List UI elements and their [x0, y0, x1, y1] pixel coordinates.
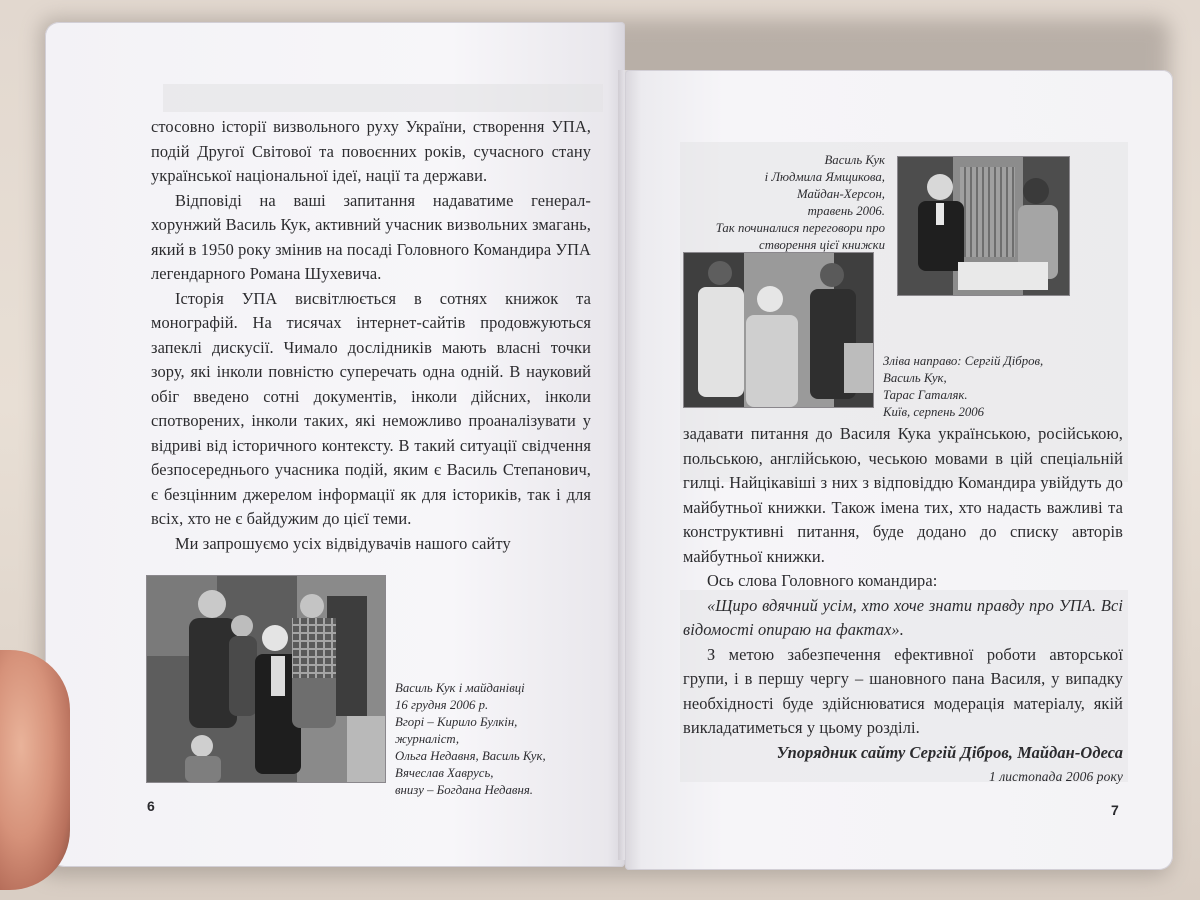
top-photo-caption — [685, 152, 885, 254]
group-photo-caption — [395, 680, 546, 799]
left-paragraph-4: Ми запрошуємо усіх відвідувачів нашого сайту — [175, 533, 511, 553]
top-photo-image — [898, 157, 1069, 295]
left-page-body — [151, 115, 591, 556]
caption-line: Вячеслав Хаврусь, — [395, 766, 494, 780]
caption-line: створення цієї книжки — [759, 238, 885, 252]
left-paragraph-1: стосовно історії визвольного руху України, створення УПА, подій Другої Світової та повоєнних років, сучасного стану української національної ідеї, нації та держави. — [151, 117, 591, 185]
gray-tint-band — [163, 84, 603, 112]
left-page-number: 6 — [147, 798, 155, 814]
second-photo-image — [684, 253, 873, 407]
commander-quote: «Щиро вдячний усім, хто хоче знати правду про УПА. Всі відомості опираю на фактах». — [683, 595, 1123, 639]
thumb — [0, 650, 70, 890]
caption-line: Київ, серпень 2006 — [883, 405, 985, 419]
caption-line: внизу – Богдана Недавня. — [395, 783, 533, 797]
second-photo — [683, 252, 874, 408]
signature-date: 1 листопада 2006 року — [989, 769, 1123, 784]
caption-line: Василь Кук і майданівці — [395, 681, 525, 695]
second-photo-caption — [883, 353, 1043, 421]
right-page-number: 7 — [1111, 802, 1119, 818]
caption-line: Зліва направо: Сергій Дібров, — [883, 354, 1044, 368]
right-paragraph-1: задавати питання до Василя Кука українською, російською, польською, англійською, чеською мовами в цій спеціальній гилці. Найцікавіші з них з відповіддю Командира увійдуть до майбутньої книжки. Також імена тих, хто надасть важливі та конструктивні питання, буде додано до списку авторів майбутньої книжки. — [683, 424, 1123, 566]
caption-line: Так починалися переговори про — [715, 221, 885, 235]
caption-line: Вгорі – Кирило Булкін, — [395, 715, 518, 729]
right-paragraph-3: З метою забезпечення ефективної роботи авторської групи, і в першу чергу – шановного пана Василя, у випадку необхідності буде здійснюватися модерація матеріалу, якій викладатиметься у цьому розділі. — [683, 644, 1123, 737]
caption-line: травень 2006. — [807, 204, 885, 218]
caption-line: Василь Кук — [824, 153, 885, 167]
left-page — [45, 22, 625, 867]
caption-line: і Людмила Ямщикова, — [764, 170, 885, 184]
left-paragraph-3: Історія УПА висвітлюється в сотнях книжок та монографій. На тисячах інтернет-сайтів продовжуються запеклі дискусії. Чимало дослідників мають власні точки зору, які інколи повністю суперечать одна одній. В науковий обіг введено сотні документів, інколи дійсних, інколи спотворених, інколи таких, які неможливо проаналізувати у відриві від історичного контексту. В такий ситуації свідчення безпосереднього учасника подій, яким є Василь Степанович, є безцінним джерелом інформації як для істориків, так і для всіх, хто не є байдужим до цієї теми. — [151, 288, 591, 528]
group-photo — [146, 575, 386, 783]
caption-line: Василь Кук, — [883, 371, 947, 385]
group-photo-image — [147, 576, 385, 782]
signature: Упорядник сайту Сергій Дібров, Майдан-Одеса — [776, 742, 1123, 762]
right-page — [625, 70, 1173, 870]
caption-line: Ольга Недавня, Василь Кук, — [395, 749, 546, 763]
caption-line: Тарас Гаталяк. — [883, 388, 968, 402]
caption-line: Майдан-Херсон, — [797, 187, 885, 201]
top-photo — [897, 156, 1070, 296]
caption-line: 16 грудня 2006 р. — [395, 698, 489, 712]
right-paragraph-2: Ось слова Головного командира: — [707, 571, 938, 590]
caption-line: журналіст, — [395, 732, 460, 746]
right-page-body — [683, 422, 1123, 790]
left-paragraph-2: Відповіді на ваші запитання надаватиме генерал-хорунжий Василь Кук, активний учасник визвольних змагань, який в 1950 року змінив на посаді Головного Командира УПА легендарного Романа Шухевича. — [151, 190, 591, 283]
